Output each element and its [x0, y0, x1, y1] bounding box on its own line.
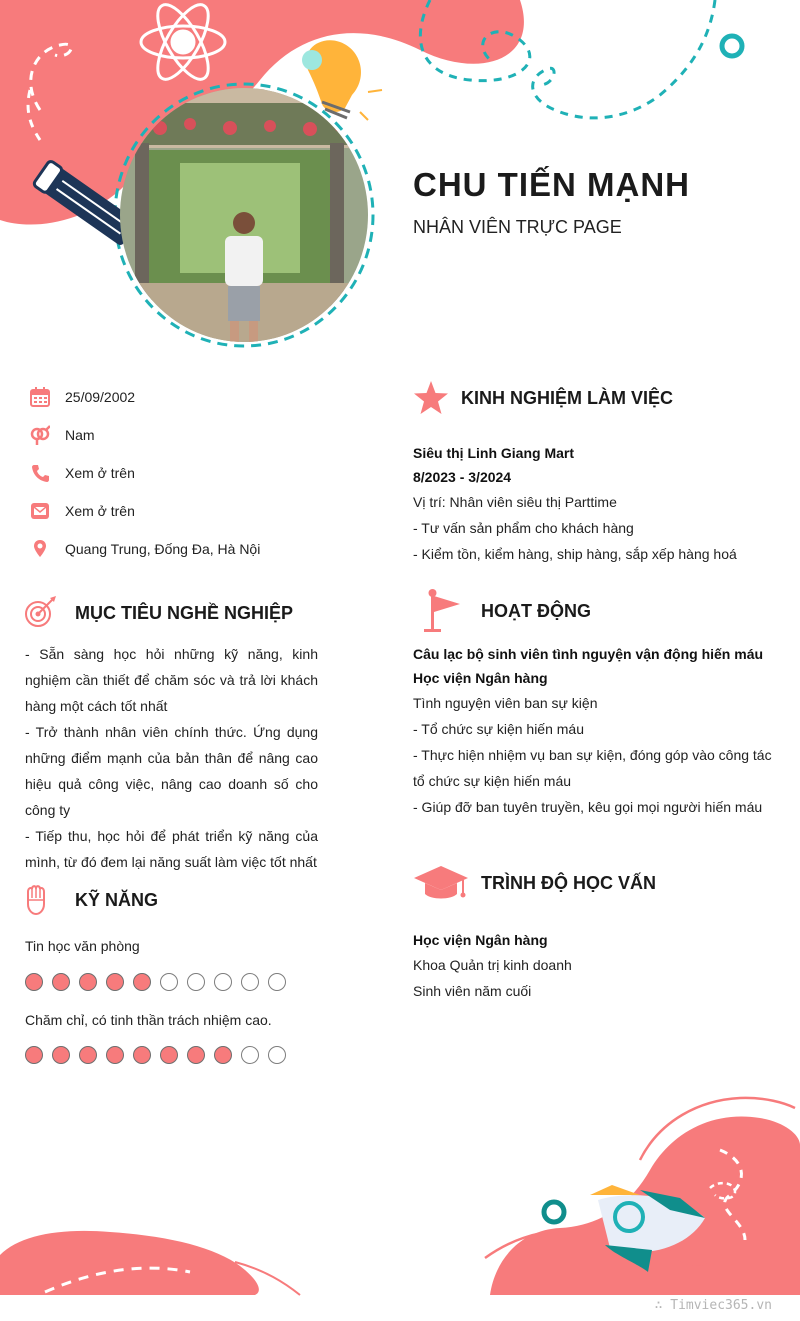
address-value: Quang Trung, Đống Đa, Hà Nội — [65, 541, 261, 557]
fist-icon — [24, 884, 48, 916]
candidate-title: NHÂN VIÊN TRỰC PAGE — [413, 217, 622, 237]
skill-rating — [25, 973, 286, 991]
graduation-cap-icon — [413, 864, 469, 902]
objective-text — [25, 641, 318, 875]
star-icon — [413, 380, 449, 416]
email-icon — [30, 501, 50, 521]
objective-heading-text: MỤC TIÊU NGHỀ NGHIỆP — [75, 602, 294, 623]
school-name: Học viện Ngân hàng — [413, 932, 548, 948]
rating-dot-filled — [133, 973, 151, 991]
activity-line: - Tổ chức sự kiện hiến máu — [413, 721, 585, 737]
rating-dot-filled — [79, 973, 97, 991]
phone-value: Xem ở trên — [65, 465, 135, 481]
lightbulb-icon — [302, 40, 382, 120]
rating-dot-filled — [187, 1046, 205, 1064]
gender-value: Nam — [65, 427, 95, 443]
objective-line: - Sẵn sàng học hỏi những kỹ năng, kinh nghiệm cần thiết để chăm sóc và trả lời khách hàng một cách tốt nhất — [25, 646, 318, 714]
rating-dot-filled — [79, 1046, 97, 1064]
company-name: Siêu thị Linh Giang Mart — [413, 445, 574, 461]
skill-name: Tin học văn phòng — [25, 938, 140, 954]
experience-line: - Kiểm tồn, kiểm hàng, ship hàng, sắp xếp hàng hoá — [413, 546, 737, 562]
email-value: Xem ở trên — [65, 503, 135, 519]
education-heading-text: TRÌNH ĐỘ HỌC VẤN — [481, 872, 656, 893]
skills-heading — [24, 884, 158, 916]
objective-line: - Tiếp thu, học hỏi để phát triển kỹ năng của mình, từ đó đem lại năng suất làm việc tốt nhất — [25, 828, 318, 870]
education-line: Sinh viên năm cuối — [413, 983, 532, 999]
contact-row-gender — [30, 423, 95, 447]
experience-line: Vị trí: Nhân viên siêu thị Parttime — [413, 494, 617, 510]
activities-heading-text: HOẠT ĐỘNG — [481, 600, 591, 621]
birthday-value: 25/09/2002 — [65, 389, 136, 405]
gender-icon — [30, 425, 50, 445]
location-icon — [30, 539, 50, 559]
activity-line: - Giúp đỡ ban tuyên truyền, kêu gọi mọi người hiến máu — [413, 799, 763, 815]
contact-row-birthday — [30, 385, 136, 409]
rating-dot-empty — [241, 973, 259, 991]
rating-dot-empty — [268, 1046, 286, 1064]
experience-heading-text: KINH NGHIỆM LÀM VIỆC — [461, 387, 674, 408]
activity-line: - Thực hiện nhiệm vụ ban sự kiện, đóng góp vào công tác tổ chức sự kiện hiến máu — [413, 747, 772, 789]
rating-dot-empty — [268, 973, 286, 991]
skills-heading-text: KỸ NĂNG — [75, 889, 159, 910]
contact-row-email — [30, 499, 135, 523]
experience-entry — [413, 441, 773, 567]
target-icon — [24, 596, 58, 630]
rating-dot-empty — [214, 973, 232, 991]
work-period: 8/2023 - 3/2024 — [413, 469, 512, 485]
skill-name: Chăm chỉ, có tinh thần trách nhiệm cao. — [25, 1012, 272, 1028]
rating-dot-filled — [133, 1046, 151, 1064]
rating-dot-filled — [52, 973, 70, 991]
experience-line: - Tư vấn sản phẩm cho khách hàng — [413, 520, 634, 536]
organization-name: Câu lạc bộ sinh viên tình nguyện vận động hiến máu Học viện Ngân hàng — [413, 646, 764, 686]
contact-row-address — [30, 537, 261, 561]
education-heading — [413, 864, 656, 902]
rating-dot-filled — [25, 1046, 43, 1064]
calendar-icon — [30, 387, 50, 407]
rating-dot-empty — [160, 973, 178, 991]
rating-dot-empty — [187, 973, 205, 991]
contact-row-phone — [30, 461, 135, 485]
education-line: Khoa Quản trị kinh doanh — [413, 957, 572, 973]
skill-rating — [25, 1046, 286, 1064]
rating-dot-filled — [160, 1046, 178, 1064]
phone-icon — [30, 463, 50, 483]
rating-dot-filled — [25, 973, 43, 991]
experience-heading — [413, 380, 673, 416]
rating-dot-filled — [214, 1046, 232, 1064]
rating-dot-filled — [52, 1046, 70, 1064]
watermark: ∴ Timviec365.vn — [654, 1298, 772, 1313]
activity-line: Tình nguyện viên ban sự kiện — [413, 695, 598, 711]
rating-dot-empty — [241, 1046, 259, 1064]
profile-photo — [120, 88, 368, 342]
objective-line: - Trở thành nhân viên chính thức. Ứng dụng những điểm mạnh của bản thân để nâng cao hiệu quả công việc, nâng cao doanh số cho công ty — [25, 724, 318, 818]
flag-icon — [421, 589, 461, 633]
rating-dot-filled — [106, 973, 124, 991]
activities-entry — [413, 642, 773, 820]
education-entry — [413, 928, 773, 1004]
objective-heading — [24, 596, 293, 630]
activities-heading — [421, 589, 591, 633]
candidate-name: CHU TIẾN MẠNH — [413, 166, 690, 203]
rating-dot-filled — [106, 1046, 124, 1064]
